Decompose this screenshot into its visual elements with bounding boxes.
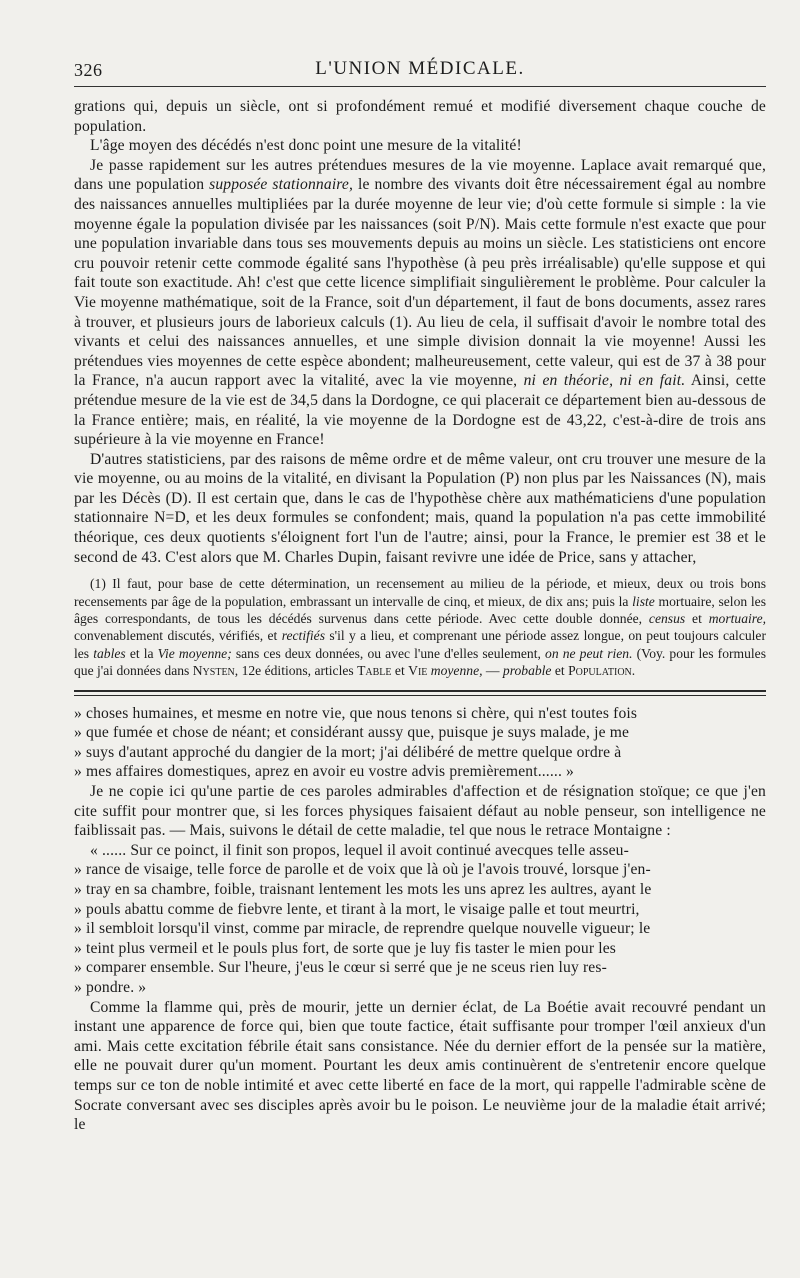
footnote-part: sans ces deux données, ou avec l'une d'elles seulement, <box>231 645 546 661</box>
paragraph-1: grations qui, depuis un siècle, ont si profondément remué et modifié diversement chaque couche de population. <box>74 98 766 135</box>
footnote-text <box>74 575 766 679</box>
quote-line: » rance de visaige, telle force de parolle et de voix que là où je l'avois trouvé, lorsque j'en- <box>74 861 651 879</box>
footnote-part: convenablement discutés, vérifiés, et <box>74 628 282 644</box>
footnote-emphasis: rectifiés <box>281 628 325 644</box>
running-title: L'UNION MÉDICALE. <box>315 58 525 79</box>
quote-line: » choses humaines, et mesme en notre vie, que nous tenons si chère, qui n'est toutes fois <box>74 704 638 722</box>
footnote-emphasis: mortuaire, <box>708 611 767 627</box>
quote-line: » pondre. » <box>74 979 147 996</box>
footnote-part: (1) Il faut, pour base de cette détermination, un recensement au milieu de la période, et mieux, deux ou trois bons recensements par âge de la population, embrassant un intervalle de cinq, et mieux, de dix ans; puis la <box>74 576 766 609</box>
quote-line: » que fumée et chose de néant; et considérant aussy que, puisque je suys malade, je me <box>74 724 630 742</box>
footnote-part: — <box>482 663 503 679</box>
section-divider <box>74 690 766 696</box>
footnote-emphasis: probable <box>502 663 552 679</box>
paragraph-2: L'âge moyen des décédés n'est donc point une mesure de la vitalité! <box>90 137 522 155</box>
footnote-part: et <box>551 663 569 679</box>
paragraph-3-text-b: le nombre des vivants doit être nécessairement égal au nombre des naissances annuelles multipliées par la durée moyenne de leur vie; d'où cette formule si simple : la vie moyenne égale la population divisée par les naissances (soit P/N). Mais cette formule n'est exacte que pour une population invariable dans tous ses mouvements depuis au moins un siècle. Les statisticiens ont encore cru pouvoir retenir cette commode égalité sans l'hypothèse (à peu près irréalisable) qu'elle suppose et qui fait toute son exactitude. Ah! c'est que cette licence simplifiait singulièrement le problème. Pour calculer la Vie moyenne mathématique, soit de la France, soit d'un département, il faut de bons documents, assez rares à trouver, et plusieurs jours de laborieux calculs (1). Au lieu de cela, il suffisait d'avoir le nombre total des vivants et celui des naissances annuelles, et une simple division donnait la vie moyenne! Aussi les prétendues vies moyennes de cette espèce abondent; malheureusement, cette valeur, qui est de 37 à 38 pour la France, n'a aucun rapport avec la vitalité, avec la vie moyenne, <box>74 176 767 390</box>
footnote-part: , 12e éditions, articles <box>234 663 358 679</box>
footnote-emphasis: tables <box>93 645 126 661</box>
footnote-part: s'il y a lieu, et comprenant une période assez longue, on peut toujours calculer les <box>74 628 766 661</box>
footnote <box>74 575 766 679</box>
paragraph-3-emphasis-1: supposée stationnaire, <box>209 176 354 194</box>
quote-block-2 <box>74 841 766 998</box>
footnote-small-caps: Nysten <box>192 663 235 679</box>
page-number: 326 <box>74 60 103 80</box>
footnote-part: et <box>685 611 709 627</box>
footnote-part: et <box>391 663 409 679</box>
footnote-emphasis: census <box>648 611 686 627</box>
quote-line: » il sembloit lorsqu'il vinst, comme par miracle, de reprendre quelque nouvelle vigueur; le <box>74 920 651 938</box>
quote-line: « ...... Sur ce poinct, il finit son propos, lequel il avoit continué avecques telle asseu- <box>90 841 629 859</box>
footnote-small-caps: Vie <box>408 663 428 679</box>
quote-block-1 <box>74 704 766 782</box>
footnote-emphasis: on ne peut rien. <box>545 645 633 661</box>
paragraph-3-text-a: Je passe rapidement sur les autres prétendues mesures de la vie moyenne. Laplace avait remarqué que, dans une population <box>74 156 766 194</box>
quote-line: » pouls abattu comme de fiebvre lente, et tirant à la mort, le visaige palle et tout meurtri, <box>74 900 640 918</box>
footnote-part: mortuaire, selon les âges correspondants, de tous les décédés survenus dans cette période. Avec cette double donnée, <box>74 593 767 627</box>
footnote-small-caps: Population <box>568 663 632 679</box>
footnote-small-caps: Table <box>357 663 392 679</box>
paragraph-4: D'autres statisticiens, par des raisons de même ordre et de même valeur, ont cru trouver une mesure de la vie moyenne, ou au moins de la vitalité, en divisant la Population (P) non plus par les Naissances (N), mais par les Décès (D). Il est certain que, dans le cas de l'hypothèse chère aux mathématiciens d'une population stationnaire N=D, et les deux formules se confondent; mais, quand la population n'a pas cette immobilité théorique, ces deux quotients s'éloignent fort l'un de l'autre; ainsi, pour la France, le premier est 38 et le second de 43. C'est alors que M. Charles Dupin, faisant revivre une idée de Price, sans y attacher, <box>74 450 766 566</box>
paragraph-3-text-c: Ainsi, cette prétendue mesure de la vie est de 34,5 dans la Dordogne, ce qui placerait ce département bien au-dessous de la France entière; mais, en réalité, la vie moyenne de la Dordogne est de 43,22, c'est-à-dire de trois ans supérieure à la vie moyenne en France! <box>74 372 766 449</box>
paragraph-6: Comme la flamme qui, près de mourir, jette un dernier éclat, de La Boétie avait recouvré pendant un instant une apparence de force qui, bien que toute factice, était suffisante pour tromper l'œil anxieux d'un ami. Mais cette excitation fébrile était sans consistance. Née du dernier effort de la pensée sur la matière, elle ne pouvait durer qu'un moment. Pourtant les deux amis continuèrent de s'entretenir encore quelque temps sur ce ton de noble intimité et avec cette liberté en face de la mort, qui rappelle l'admirable scène de Socrate conversant avec ses disciples après avoir bu le poison. Le neuvième jour de la maladie était arrivé; le <box>74 998 766 1134</box>
footnote-emphasis: Vie moyenne; <box>157 645 232 661</box>
quote-line: » comparer ensemble. Sur l'heure, j'eus le cœur si serré que je ne sceus rien luy res- <box>74 959 607 977</box>
paragraph-3 <box>74 156 766 450</box>
footnote-emphasis: liste <box>632 593 655 609</box>
main-text-upper <box>74 97 766 567</box>
quote-line: » mes affaires domestiques, aprez en avoir eu vostre advis premièrement...... » <box>74 763 574 781</box>
footnote-emphasis: moyenne, <box>427 663 483 679</box>
quote-line: » suys d'autant approché du dangier de la mort; j'ai délibéré de mettre quelque ordre à <box>74 743 622 761</box>
paragraph-3-emphasis-2: ni en théorie, ni en fait. <box>523 372 686 390</box>
main-text-lower <box>74 704 766 1135</box>
paragraph-5: Je ne copie ici qu'une partie de ces paroles admirables d'affection et de résignation stoïque; ce que j'en cite suffit pour montrer que, si les forces physiques faisaient défaut au noble penseur, son intelligence ne faiblissait pas. — Mais, suivons le détail de cette maladie, tel que nous le retrace Montaigne : <box>74 783 766 840</box>
quote-line: » tray en sa chambre, foible, traisnant lentement les mots les uns aprez les aultres, ayant le <box>74 881 652 899</box>
footnote-part: . <box>631 663 636 679</box>
page-header <box>74 52 766 87</box>
footnote-part: et la <box>125 645 158 661</box>
footnote-part: (Voy. pour les formules que j'ai données dans <box>74 645 766 679</box>
quote-line: » teint plus vermeil et le pouls plus fort, de sorte que je luy fis taster le mien pour les <box>74 939 616 957</box>
